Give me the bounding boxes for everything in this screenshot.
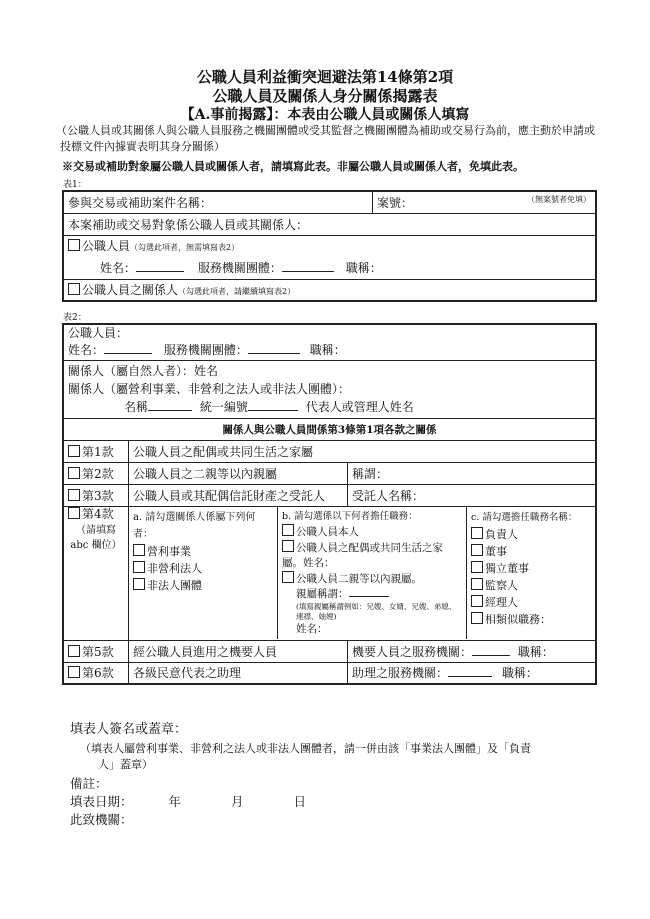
clause5-desc: 經公職人員進用之機要人員 (129, 640, 348, 662)
checkbox-clause2[interactable] (68, 467, 80, 479)
checkbox-a-1[interactable] (133, 561, 145, 573)
clause6-agency-blank[interactable] (448, 676, 492, 677)
checkbox-c-5[interactable] (471, 612, 483, 624)
org-id-blank[interactable] (248, 410, 298, 411)
clause2-option[interactable]: 第2款 (63, 462, 129, 484)
instruction-note: （公職人員或其關係人與公職人員服務之機關團體或受其監督之機關團體為補助或交易行為前，應主動於申請或投標文件內據實表明其身分關係） (56, 124, 595, 153)
a-opt-1[interactable]: 非營利法人 (133, 560, 273, 577)
b-opt-2[interactable]: 公職人員之配偶或共同生活之家屬。姓名： (282, 541, 443, 569)
clause4-note2: abc 欄位） (70, 539, 122, 551)
checkbox-clause3[interactable] (68, 489, 80, 501)
checkbox-c-0[interactable] (471, 527, 483, 539)
case-no-cell[interactable]: 案號： （無案號者免填） (373, 191, 597, 213)
clause4-note1: （請填寫 (76, 524, 116, 536)
form-title-law: 公職人員利益衝突迴避法第14條第2項 (196, 68, 454, 86)
a-opt-0[interactable]: 營利事業 (133, 543, 273, 560)
official-label: 公職人員： (68, 326, 129, 341)
clause6-detail[interactable]: 助理之服務機關： 職稱： (348, 662, 597, 684)
official-agency-blank[interactable] (248, 353, 300, 354)
clause3-desc: 公職人員或其配偶信託財產之受託人 (129, 484, 348, 506)
send-to-label: 此致機關： (70, 812, 133, 827)
checkbox-c-1[interactable] (471, 544, 483, 556)
checkbox-clause1[interactable] (68, 445, 80, 457)
checkbox-b-1[interactable] (282, 524, 294, 536)
c-opt-2[interactable]: 獨立董事 (471, 560, 591, 577)
month-label: 月 (231, 794, 244, 809)
signature-note-2: 人」蓋章） (98, 758, 153, 771)
table1-label: 表1： (63, 180, 87, 190)
b-name-line: 姓名： (296, 622, 328, 635)
clause4-option[interactable]: 第4款 （請填寫 abc 欄位） (63, 506, 129, 640)
clause2-title[interactable]: 稱謂： (348, 462, 597, 484)
clause4-col-a: a. 請勾選關係人係屬下列何者： 營利事業 非營利法人 非法人團體 (129, 507, 278, 639)
relation-header: 關係人與公職人員間係第3條第1項各款之關係 (63, 418, 596, 440)
c-opt-4[interactable]: 經理人 (471, 594, 591, 611)
clause5-agency-blank[interactable] (472, 655, 510, 656)
table1 (62, 190, 597, 302)
signature-label: 填表人簽名或蓋章： (70, 722, 188, 737)
form-title-section: 【A.事前揭露】：本表由公職人員或關係人填寫 (180, 107, 470, 123)
day-label: 日 (293, 794, 307, 809)
relative-org: 關係人（屬營利事業、非營利之法人或非法人團體）： (68, 382, 351, 396)
option-official[interactable]: 公職人員（勾選此項者，無需填寫表2） (68, 236, 591, 258)
b-opt-3[interactable]: 公職人員二親等以內親屬。 (282, 571, 462, 587)
checkbox-a-0[interactable] (133, 544, 145, 556)
date-label: 填表日期： (70, 794, 133, 809)
c-opt-5[interactable]: 相類似職務： (471, 611, 591, 628)
checkbox-b-3[interactable] (282, 571, 294, 583)
clause6-option[interactable]: 第6款 (63, 662, 129, 684)
notice-star: ※交易或補助對象屬公職人員或關係人者，請填寫此表。非屬公職人員或關係人者，免填此表。 (62, 160, 524, 173)
checkbox-official[interactable] (68, 239, 80, 251)
org-detail-line: 名稱 統一編號 代表人或管理人姓名 (124, 400, 414, 414)
official-name-blank[interactable] (104, 353, 152, 354)
table2 (62, 323, 597, 685)
date-line (70, 792, 306, 810)
checkbox-relative[interactable] (68, 283, 80, 295)
c-opt-0[interactable]: 負責人 (471, 526, 591, 543)
clause5-option[interactable]: 第5款 (63, 640, 129, 662)
a-opt-2[interactable]: 非法人團體 (133, 577, 273, 594)
relative-natural: 關係人（屬自然人者）：姓名 (68, 364, 219, 378)
clause1-option[interactable]: 第1款 (63, 440, 129, 462)
checkbox-c-4[interactable] (471, 595, 483, 607)
case-name-cell[interactable]: 參與交易或補助案件名稱： (63, 191, 373, 213)
table2-label: 表2： (63, 313, 87, 323)
form-title-main: 公職人員及關係人身分關係揭露表 (212, 87, 438, 105)
checkbox-b-2[interactable] (282, 540, 294, 552)
org-name-blank[interactable] (148, 410, 192, 411)
checkbox-c-2[interactable] (471, 561, 483, 573)
checkbox-clause5[interactable] (68, 645, 80, 657)
clause4-col-c: c. 請勾選擔任職務名稱： 負責人 董事 獨立董事 監察人 經理人 相類似職務： (467, 507, 596, 639)
b-kin-note: (填寫親屬稱謂例如：兄嫂、女婿、兄嫂、弟媳、連襟、妯娌) (296, 601, 457, 621)
clause4-col-b: b. 請勾選係以下何者擔任職務： 公職人員本人 公職人員之配偶或共同生活之家屬。姓名： 公職人員二親等以內親屬。 親屬稱謂： (填寫親屬稱謂例如：兄嫂、女婿、兄嫂、弟媳、連襟、妯娌) 姓名： (278, 507, 467, 639)
official-detail-line: 姓名： 服務機關團體： 職稱： (68, 343, 346, 358)
clause6-desc: 各級民意代表之助理 (129, 662, 348, 684)
c-opt-1[interactable]: 董事 (471, 543, 591, 560)
clause3-option[interactable]: 第3款 (63, 484, 129, 506)
agency-blank[interactable] (282, 271, 334, 272)
remark-label: 備註： (70, 776, 108, 791)
clause3-trustee[interactable]: 受託人名稱： (348, 484, 597, 506)
official-info-line: 姓名： 服務機關團體： 職稱： (100, 261, 382, 275)
checkbox-clause4[interactable] (68, 507, 80, 519)
checkbox-a-2[interactable] (133, 578, 145, 590)
relation-question: 本案補助或交易對象係公職人員或其關係人： (63, 213, 596, 235)
clause1-desc: 公職人員之配偶或共同生活之家屬 (129, 440, 597, 462)
checkbox-clause6[interactable] (68, 666, 80, 678)
year-label: 年 (168, 794, 182, 809)
clause4-subtable (129, 507, 595, 639)
signature-note-1: （填表人屬營利事業、非營利之法人或非法人團體者，請一併由該「事業法人團體」及「負責 (80, 742, 531, 755)
b-opt-1[interactable]: 公職人員本人 (282, 524, 462, 540)
checkbox-c-3[interactable] (471, 578, 483, 590)
clause2-desc: 公職人員之二親等以內親屬 (129, 462, 348, 484)
clause5-detail[interactable]: 機要人員之服務機關： 職稱： (348, 640, 597, 662)
option-relative[interactable]: 公職人員之關係人（勾選此項者，請繼續填寫表2） (63, 279, 596, 301)
kin-title-blank[interactable] (349, 596, 389, 597)
c-opt-3[interactable]: 監察人 (471, 577, 591, 594)
b-kin-line: 親屬稱謂： (282, 587, 462, 602)
name-blank[interactable] (136, 271, 184, 272)
